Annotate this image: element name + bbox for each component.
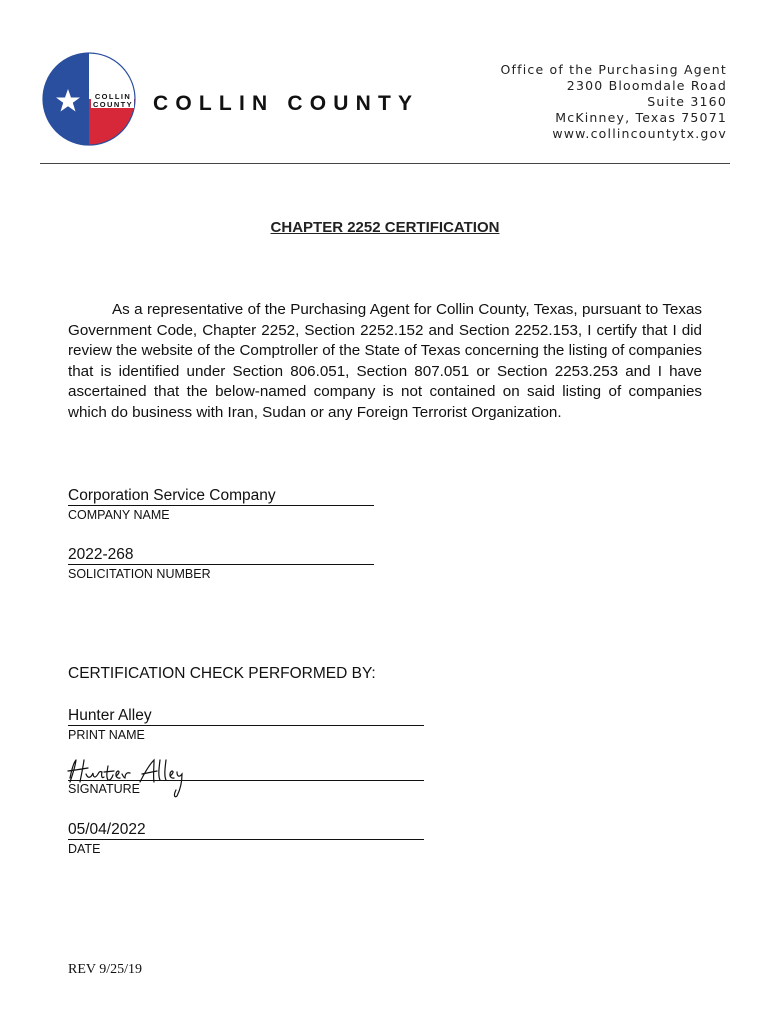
- address-suite: Suite 3160: [647, 94, 727, 109]
- county-name-heading: COLLIN COUNTY: [153, 92, 420, 115]
- collin-county-seal-logo: [42, 52, 136, 146]
- header-divider: [40, 163, 730, 164]
- address-website: www.collincountytx.gov: [552, 126, 727, 141]
- address-office: Office of the Purchasing Agent: [500, 62, 727, 77]
- document-title: CHAPTER 2252 CERTIFICATION: [270, 219, 500, 236]
- solicitation-number-label: SOLICITATION NUMBER: [68, 567, 211, 581]
- revision-note: REV 9/25/19: [68, 962, 143, 977]
- signature-line: [68, 780, 424, 781]
- company-name-field: [68, 486, 374, 522]
- date-value: 05/04/2022: [68, 820, 424, 840]
- certification-check-heading: CERTIFICATION CHECK PERFORMED BY:: [68, 665, 376, 682]
- solicitation-number-field: [68, 545, 374, 581]
- address-street: 2300 Bloomdale Road: [566, 78, 727, 93]
- certification-text: As a representative of the Purchasing Agent for Collin County, Texas, pursuant to Texas Government Code, Chapter 2252, Section 2252.152 and Section 2252.153, I certify that I did review the website of the Comptroller of the State of Texas concerning the listing of companies that is identified under Section 806.051, Section 807.051 or Section 2253.253 and I have ascertained that the below-named company is not contained on said listing of companies which do business with Iran, Sudan or any Foreign Terrorist Organization.: [68, 301, 702, 421]
- logo-text-county: COUNTY: [92, 100, 134, 109]
- date-field: [68, 820, 424, 856]
- solicitation-number-value: 2022-268: [68, 545, 374, 565]
- company-name-value: Corporation Service Company: [68, 486, 374, 506]
- certification-paragraph: [68, 300, 702, 424]
- company-name-label: COMPANY NAME: [68, 508, 170, 522]
- print-name-value: Hunter Alley: [68, 706, 424, 726]
- address-city: McKinney, Texas 75071: [555, 110, 727, 125]
- print-name-field: [68, 706, 424, 742]
- office-address: [500, 62, 727, 142]
- signature-label: SIGNATURE: [68, 782, 140, 796]
- print-name-label: PRINT NAME: [68, 728, 145, 742]
- logo-text-collin: COLLIN: [94, 92, 132, 101]
- date-label: DATE: [68, 842, 101, 856]
